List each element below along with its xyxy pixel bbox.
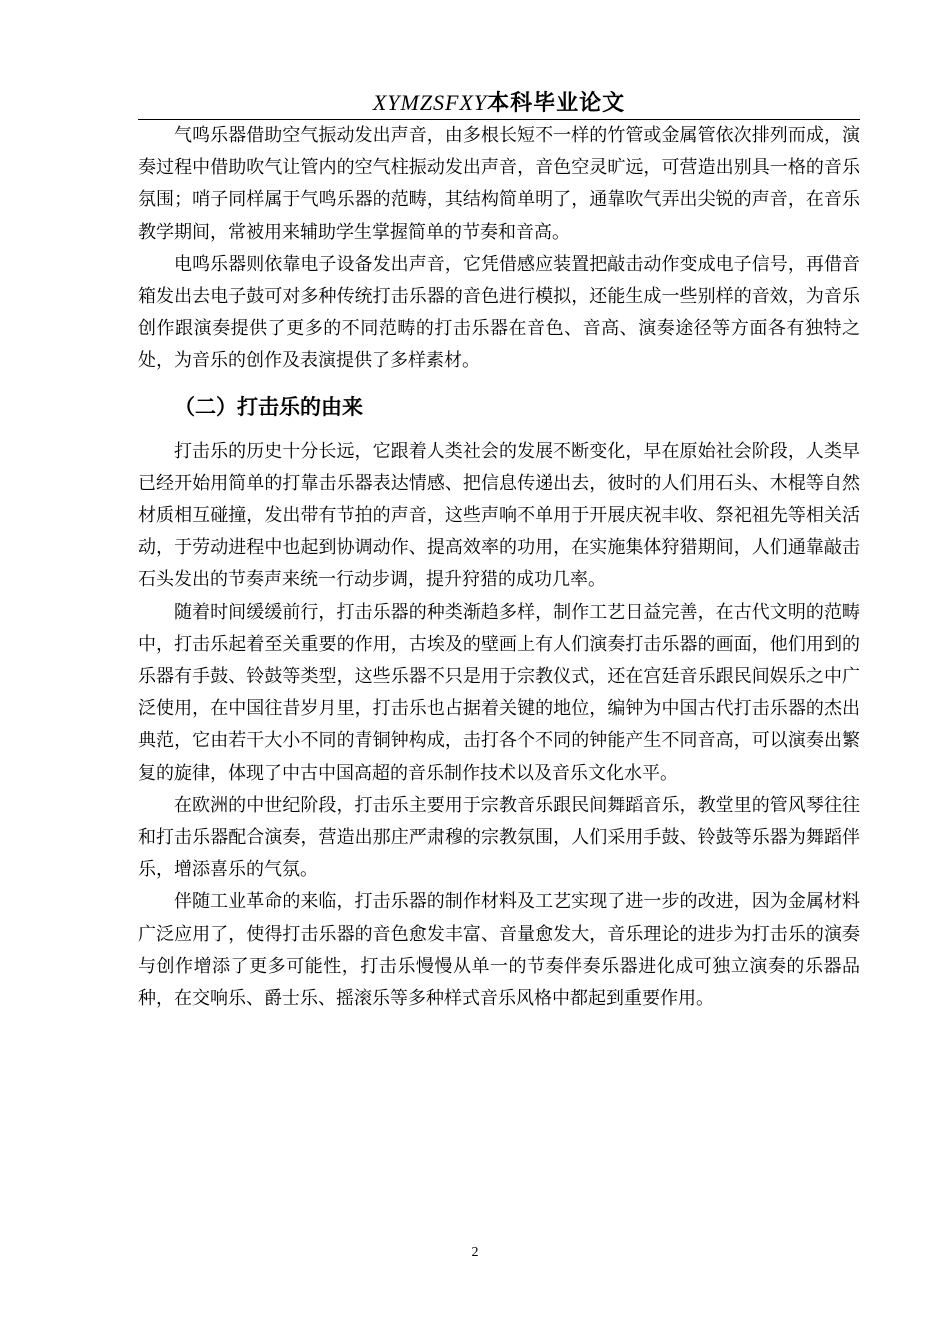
running-header (138, 88, 860, 122)
paragraph: 电鸣乐器则依靠电子设备发出声音，它凭借感应装置把敲击动作变成电子信号，再借音箱发出去电子鼓可对多种传统打击乐器的音色进行模拟，还能生成一些别样的音效，为音乐创作跟演奏提供了更多的不同范畴的打击乐器在音色、音高、演奏途径等方面各有独特之处，为音乐的创作及表演提供了多样素材。 (138, 253, 860, 372)
paragraph: 伴随工业革命的来临，打击乐器的制作材料及工艺实现了进一步的改进，因为金属材料广泛应用了，使得打击乐器的音色愈发丰富、音量愈发大，音乐理论的进步为打击乐的演奏与创作增添了更多可能性，打击乐慢慢从单一的节奏伴奏乐器进化成可独立演奏的乐器品种，在交响乐、爵士乐、摇滚乐等多种样式音乐风格中都起到重要作用。 (138, 891, 860, 1010)
header-title-text: 本科毕业论文 (487, 90, 626, 116)
paragraph: 打击乐的历史十分长远，它跟着人类社会的发展不断变化，早在原始社会阶段，人类早已经开始用简单的打靠击乐器表达情感、把信息传递出去，彼时的人们用石头、木棍等自然材质相互碰撞，发出带有节拍的声音，这些声响不单用于开展庆祝丰收、祭祀祖先等相关活动，于劳动进程中也起到协调动作、提高效率的功用，在实施集体狩猎期间，人们通靠敲击石头发出的节奏声来统一行动步调，提升狩猎的成功几率。 (138, 440, 860, 591)
section-heading: （二）打击乐的由来 (174, 394, 363, 419)
header-latin-text: XYMZSFXY (372, 90, 488, 115)
paragraph: 气鸣乐器借助空气振动发出声音，由多根长短不一样的竹管或金属管依次排列而成，演奏过程中借助吹气让管内的空气柱振动发出声音，音色空灵旷远，可营造出别具一格的音乐氛围；哨子同样属于气鸣乐器的范畴，其结构简单明了，通靠吹气弄出尖锐的声音，在音乐教学期间，常被用来辅助学生掌握简单的节奏和音高。 (138, 125, 860, 243)
paragraph: 随着时间缓缓前行，打击乐器的种类渐趋多样，制作工艺日益完善，在古代文明的范畴中，打击乐起着至关重要的作用，古埃及的壁画上有人们演奏打击乐器的画面，他们用到的乐器有手鼓、铃鼓等类型，这些乐器不只是用于宗教仪式，还在宫廷音乐跟民间娱乐之中广泛使用，在中国往昔岁月里，打击乐也占据着关键的地位，编钟为中国古代打击乐器的杰出典范，它由若干大小不同的青铜钟构成，击打各个不同的钟能产生不同音高，可以演奏出繁复的旋律，体现了中古中国高超的音乐制作技术以及音乐文化水平。 (138, 601, 860, 784)
page-number: 2 (471, 1245, 479, 1260)
paragraph: 在欧洲的中世纪阶段，打击乐主要用于宗教音乐跟民间舞蹈音乐，教堂里的管风琴往往和打击乐器配合演奏，营造出那庄严肃穆的宗教氛围，人们采用手鼓、铃鼓等乐器为舞蹈伴乐，增添喜乐的气氛。 (138, 794, 860, 881)
body-text (138, 120, 860, 1015)
